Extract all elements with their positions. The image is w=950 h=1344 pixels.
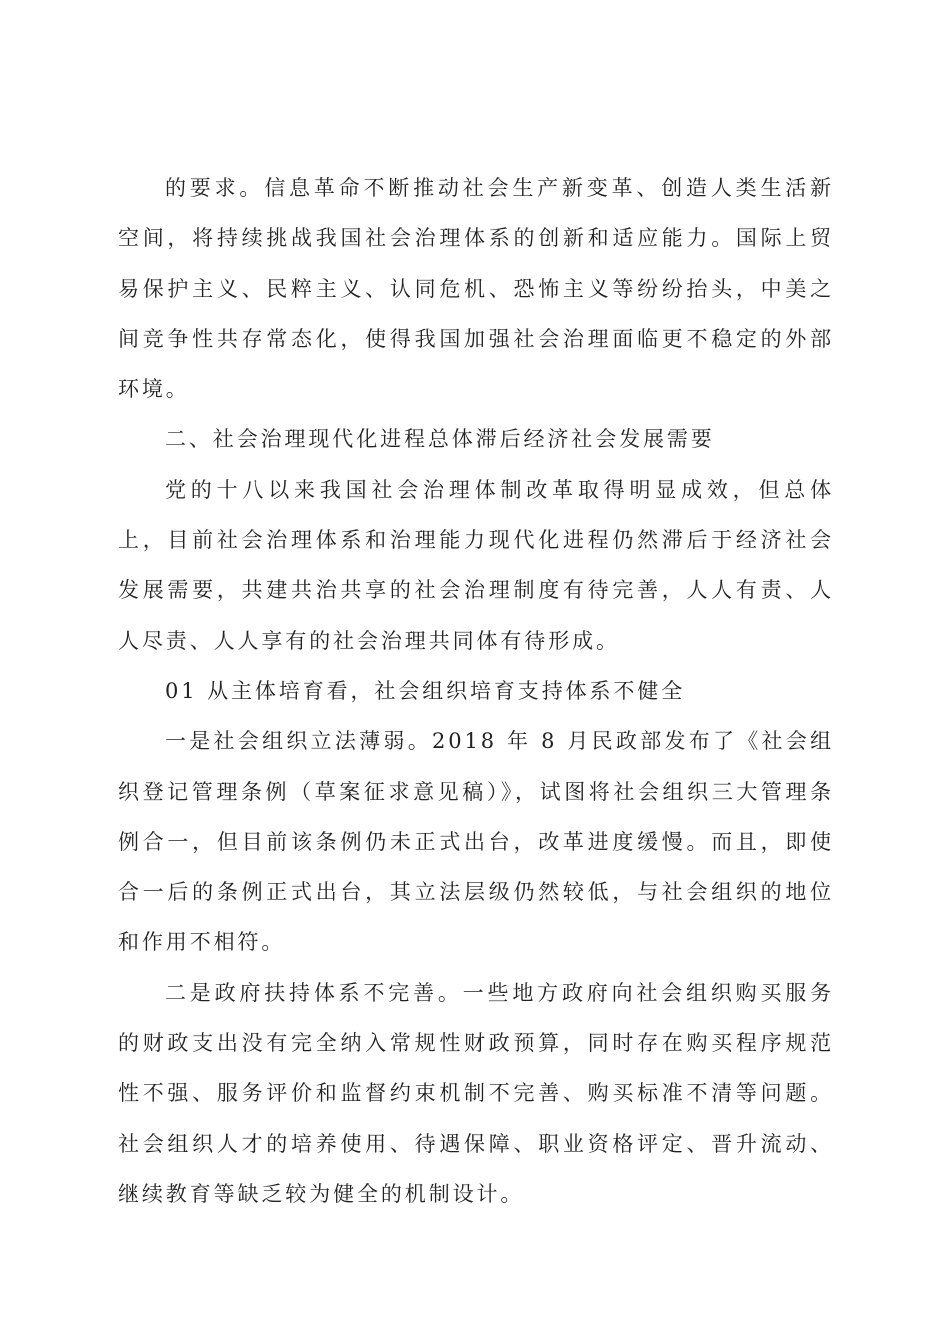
subsection-heading-01: 01 从主体培育看，社会组织培育支持体系不健全	[165, 678, 686, 703]
paragraph-external-environment: 的要求。信息革命不断推动社会生产新变革、创造人类生活新空间，将持续挑战我国社会治理体系的创新和适应能力。国际上贸易保护主义、民粹主义、认同危机、恐怖主义等纷纷抬头，中美之间竞争性共存常态化，使得我国加强社会治理面临更不稳定的外部环境。	[118, 176, 834, 402]
paragraph-government-support: 二是政府扶持体系不完善。一些地方政府向社会组织购买服务的财政支出没有完全纳入常规性财政预算，同时存在购买程序规范性不强、服务评价和监督约束机制不完善、购买标准不清等问题。社会组织人才的培养使用、待遇保障、职业资格评定、晋升流动、继续教育等缺乏较为健全的机制设计。	[118, 980, 834, 1206]
document-body	[118, 163, 834, 1219]
paragraph-legislation: 一是社会组织立法薄弱。2018 年 8 月民政部发布了《社会组织登记管理条例（草案征求意见稿）》，试图将社会组织三大管理条例合一，但目前该条例仍未正式出台，改革进度缓慢。而且，即使合一后的条例正式出台，其立法层级仍然较低，与社会组织的地位和作用不相符。	[118, 729, 834, 955]
paragraph-governance-progress: 党的十八以来我国社会治理体制改革取得明显成效，但总体上，目前社会治理体系和治理能力现代化进程仍然滞后于经济社会发展需要，共建共治共享的社会治理制度有待完善，人人有责、人人尽责、人人享有的社会治理共同体有待形成。	[118, 477, 834, 653]
section-heading-2: 二、社会治理现代化进程总体滞后经济社会发展需要	[165, 427, 715, 452]
